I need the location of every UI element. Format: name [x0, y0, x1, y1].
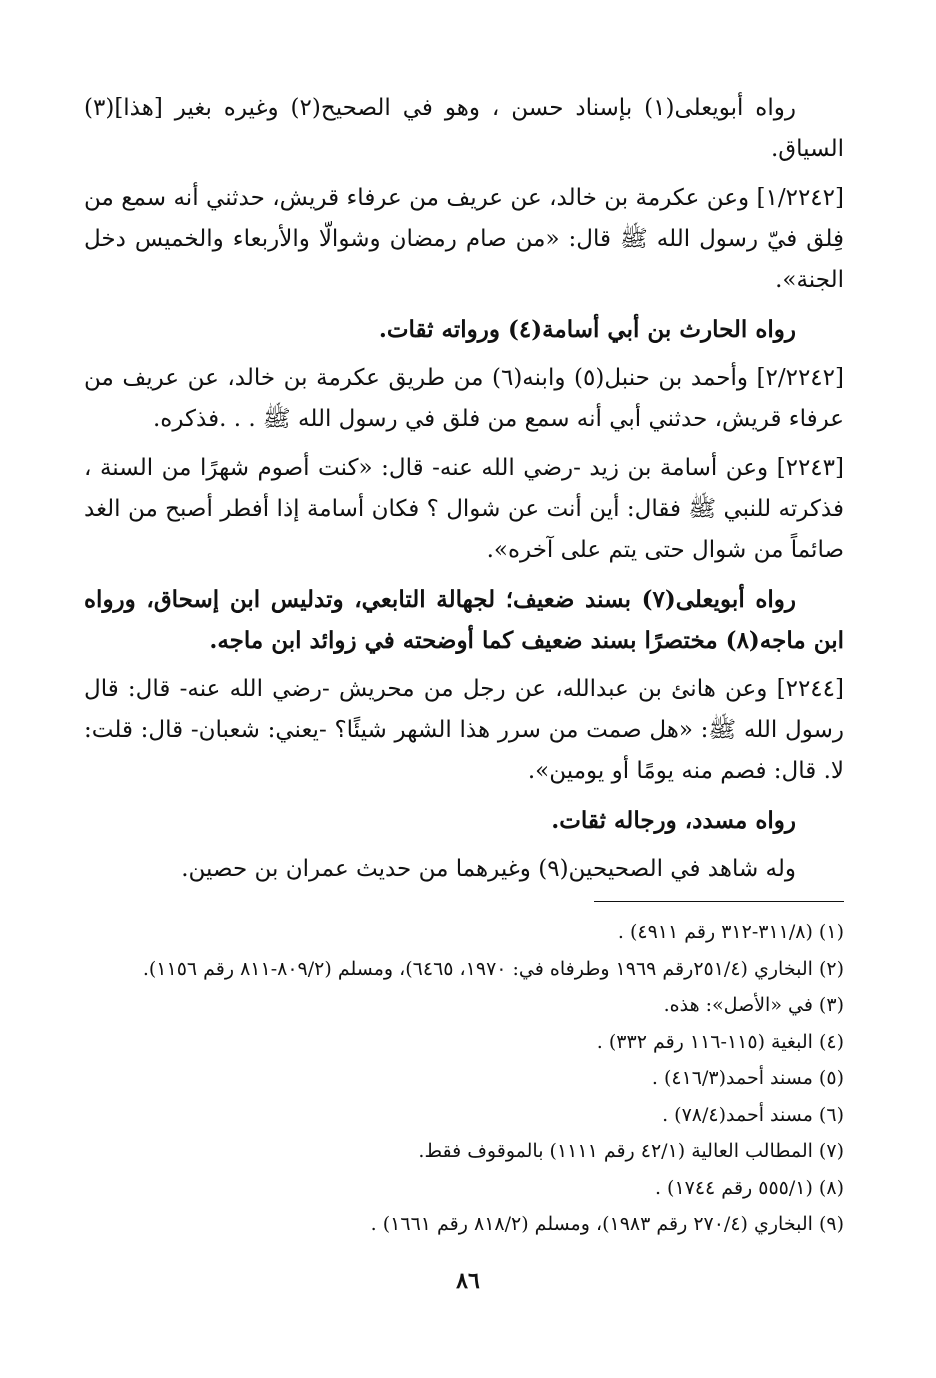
narration-note-4: رواه مسدد، ورجاله ثقات. — [551, 807, 796, 834]
narration-note-2: رواه الحارث بن أبي أسامة(٤) ورواته ثقات. — [378, 316, 796, 343]
footnotes — [84, 914, 844, 1243]
footnote: (٦) مسند أحمد(٧٨/٤) . — [662, 1103, 844, 1126]
main-text — [84, 88, 844, 898]
footnote-divider — [594, 901, 844, 902]
footnote: (٤) البغية (١١٥-١١٦ رقم ٣٣٢) . — [596, 1030, 844, 1053]
supporting-narration-note: وله شاهد في الصحيحين(٩) وغيرهما من حديث عمران بن حصين. — [181, 856, 796, 882]
footnote: (٧) المطالب العالية (٤٢/١ رقم ١١١١) بالموقوف فقط. — [418, 1140, 844, 1162]
footnote: (٢) البخاري (٢٥١/٤رقم ١٩٦٩ وطرفاه في: ١٩٧٠، ٦٤٦٥)، ومسلم (٨٠٩/٢-٨١١ رقم ١١٥٦). — [142, 957, 844, 980]
footnote: (٨) (٥٥٥/١ رقم ١٧٤٤) . — [654, 1176, 844, 1199]
narration-note-1: رواه أبويعلى(١) بإسناد حسن ، وهو في الصحيح(٢) وغيره بغير [هذا](٣) السياق. — [84, 95, 844, 162]
hadith-2242-2: [٢/٢٢٤٢] وأحمد بن حنبل(٥) وابنه(٦) من طريق عكرمة بن خالد، عن عريف من عرفاء قريش، حدثني أبي أنه سمع من فلق في رسول الله ﷺ . . .فذكره. — [84, 365, 845, 432]
hadith-2243: [٢٢٤٣] وعن أسامة بن زيد -رضي الله عنه- قال: «كنت أصوم شهرًا من السنة ، فذكرته للنبي ﷺ فقال: أين أنت عن شوال ؟ فكان أسامة إذا أفطر أصبح من الغد صائماً من شوال حتى يتم على آخره». — [84, 455, 844, 563]
page-number: ٨٦ — [456, 1268, 480, 1294]
hadith-2242-1: [١/٢٢٤٢] وعن عكرمة بن خالد، عن عريف من عرفاء قريش، حدثني أنه سمع من فِلق فيّ رسول الله ﷺ قال: «من صام رمضان وشوالّا والأربعاء والخميس دخل الجنة». — [84, 185, 844, 293]
footnote: (٥) مسند أحمد(٤١٦/٣) . — [651, 1067, 844, 1089]
footnote: (٩) البخاري (٢٧٠/٤ رقم ١٩٨٣)، ومسلم (٨١٨/٢ رقم ١٦٦١) . — [370, 1213, 844, 1235]
narration-note-3: رواه أبويعلى(٧) بسند ضعيف؛ لجهالة التابعي، وتدليس ابن إسحاق، ورواه ابن ماجه(٨) مختصرًا بسند ضعيف كما أوضحته في زوائد ابن ماجه. — [84, 586, 844, 654]
footnote: (١) (٣١١/٨-٣١٢ رقم ٤٩١١) . — [617, 921, 844, 943]
footnote: (٣) في «الأصل»: هذه. — [663, 994, 844, 1016]
hadith-2244: [٢٢٤٤] وعن هانئ بن عبدالله، عن رجل من محريش -رضي الله عنه- قال: قال رسول الله ﷺ: «هل صمت من سرر هذا الشهر شيئًا؟ -يعني: شعبان- قال: قلت: لا. قال: فصم منه يومًا أو يومين». — [84, 676, 844, 784]
